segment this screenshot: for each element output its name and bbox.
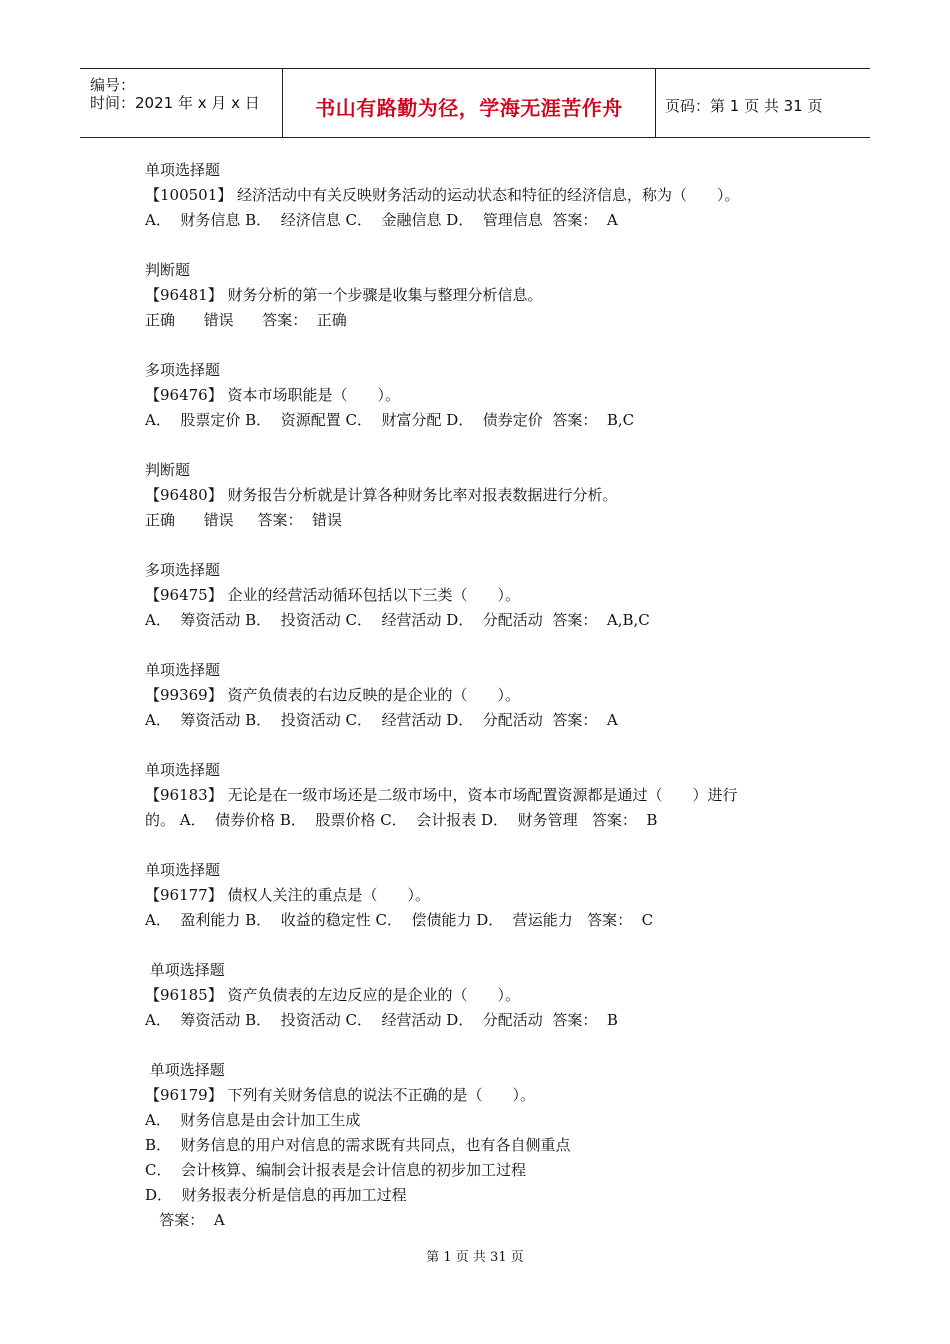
question-block <box>145 1058 825 1233</box>
question-option-line: D． 财务报表分析是信息的再加工过程 <box>145 1186 407 1204</box>
question-block <box>145 158 825 233</box>
question-stem: 【96185】 资产负债表的左边反应的是企业的（ ）。 <box>145 986 520 1004</box>
question-stem: 【96179】 下列有关财务信息的说法不正确的是（ ）。 <box>145 1086 535 1104</box>
header-motto: 书山有路勤为径，学海无涯苦作舟 <box>315 95 623 120</box>
question-block <box>145 458 825 533</box>
question-stem: 【99369】 资产负债表的右边反映的是企业的（ ）。 <box>145 686 520 704</box>
question-block <box>145 558 825 633</box>
question-type-heading: 单项选择题 <box>145 761 221 779</box>
question-option-line: 正确 错误 答案： 错误 <box>145 511 342 529</box>
question-block <box>145 258 825 333</box>
question-option-line: A． 筹资活动 B． 投资活动 C． 经营活动 D． 分配活动 答案： A,B,C <box>145 611 650 629</box>
question-list <box>145 158 825 1258</box>
question-type-heading: 单项选择题 <box>145 161 221 179</box>
question-block <box>145 758 825 833</box>
question-stem: 【100501】 经济活动中有关反映财务活动的运动状态和特征的经济信息，称为（ ）。 <box>145 186 740 204</box>
question-type-heading: 多项选择题 <box>145 561 221 579</box>
question-option-line: 正确 错误 答案： 正确 <box>145 311 347 329</box>
document-number-label: 编号： <box>90 76 136 94</box>
question-option-line: C． 会计核算、编制会计报表是会计信息的初步加工过程 <box>145 1161 527 1179</box>
question-type-heading: 单项选择题 <box>145 661 221 679</box>
question-option-line: A． 筹资活动 B． 投资活动 C． 经营活动 D． 分配活动 答案： B <box>145 1011 618 1029</box>
page-header <box>80 68 870 138</box>
question-stem: 【96475】 企业的经营活动循环包括以下三类（ ）。 <box>145 586 520 604</box>
question-stem: 【96481】 财务分析的第一个步骤是收集与整理分析信息。 <box>145 286 543 304</box>
question-type-heading: 单项选择题 <box>145 861 221 879</box>
question-type-heading: 判断题 <box>145 461 191 479</box>
question-type-heading: 单项选择题 <box>145 961 225 979</box>
question-option-line: A． 筹资活动 B． 投资活动 C． 经营活动 D． 分配活动 答案： A <box>145 711 618 729</box>
header-motto-cell <box>282 69 656 137</box>
question-stem: 【96177】 债权人关注的重点是（ ）。 <box>145 886 430 904</box>
question-block <box>145 658 825 733</box>
question-option-line: A． 财务信息 B． 经济信息 C． 金融信息 D． 管理信息 答案： A <box>145 211 618 229</box>
question-block <box>145 958 825 1033</box>
page-footer: 第 1 页 共 31 页 <box>426 1250 524 1265</box>
question-type-heading: 单项选择题 <box>145 1061 225 1079</box>
header-page-cell <box>655 69 870 137</box>
question-block <box>145 858 825 933</box>
question-type-heading: 多项选择题 <box>145 361 221 379</box>
question-option-line: 的。 A． 债券价格 B． 股票价格 C． 会计报表 D． 财务管理 答案： B <box>145 811 658 829</box>
header-meta <box>80 69 282 137</box>
question-option-line: B． 财务信息的用户对信息的需求既有共同点，也有各自侧重点 <box>145 1136 571 1154</box>
question-stem: 【96476】 资本市场职能是（ ）。 <box>145 386 400 404</box>
question-option-line: 答案： A <box>145 1211 225 1229</box>
question-stem: 【96183】 无论是在一级市场还是二级市场中，资本市场配置资源都是通过（ ）进行 <box>145 786 738 804</box>
question-block <box>145 358 825 433</box>
header-page-info: 页码：第 1 页 共 31 页 <box>665 96 823 115</box>
document-time-label: 时间：2021 年 x 月 x 日 <box>90 94 260 112</box>
question-stem: 【96480】 财务报告分析就是计算各种财务比率对报表数据进行分析。 <box>145 486 618 504</box>
question-option-line: A． 盈利能力 B． 收益的稳定性 C． 偿债能力 D． 营运能力 答案： C <box>145 911 654 929</box>
question-option-line: A． 股票定价 B． 资源配置 C． 财富分配 D． 债券定价 答案： B,C <box>145 411 635 429</box>
question-type-heading: 判断题 <box>145 261 191 279</box>
question-option-line: A． 财务信息是由会计加工生成 <box>145 1111 361 1129</box>
